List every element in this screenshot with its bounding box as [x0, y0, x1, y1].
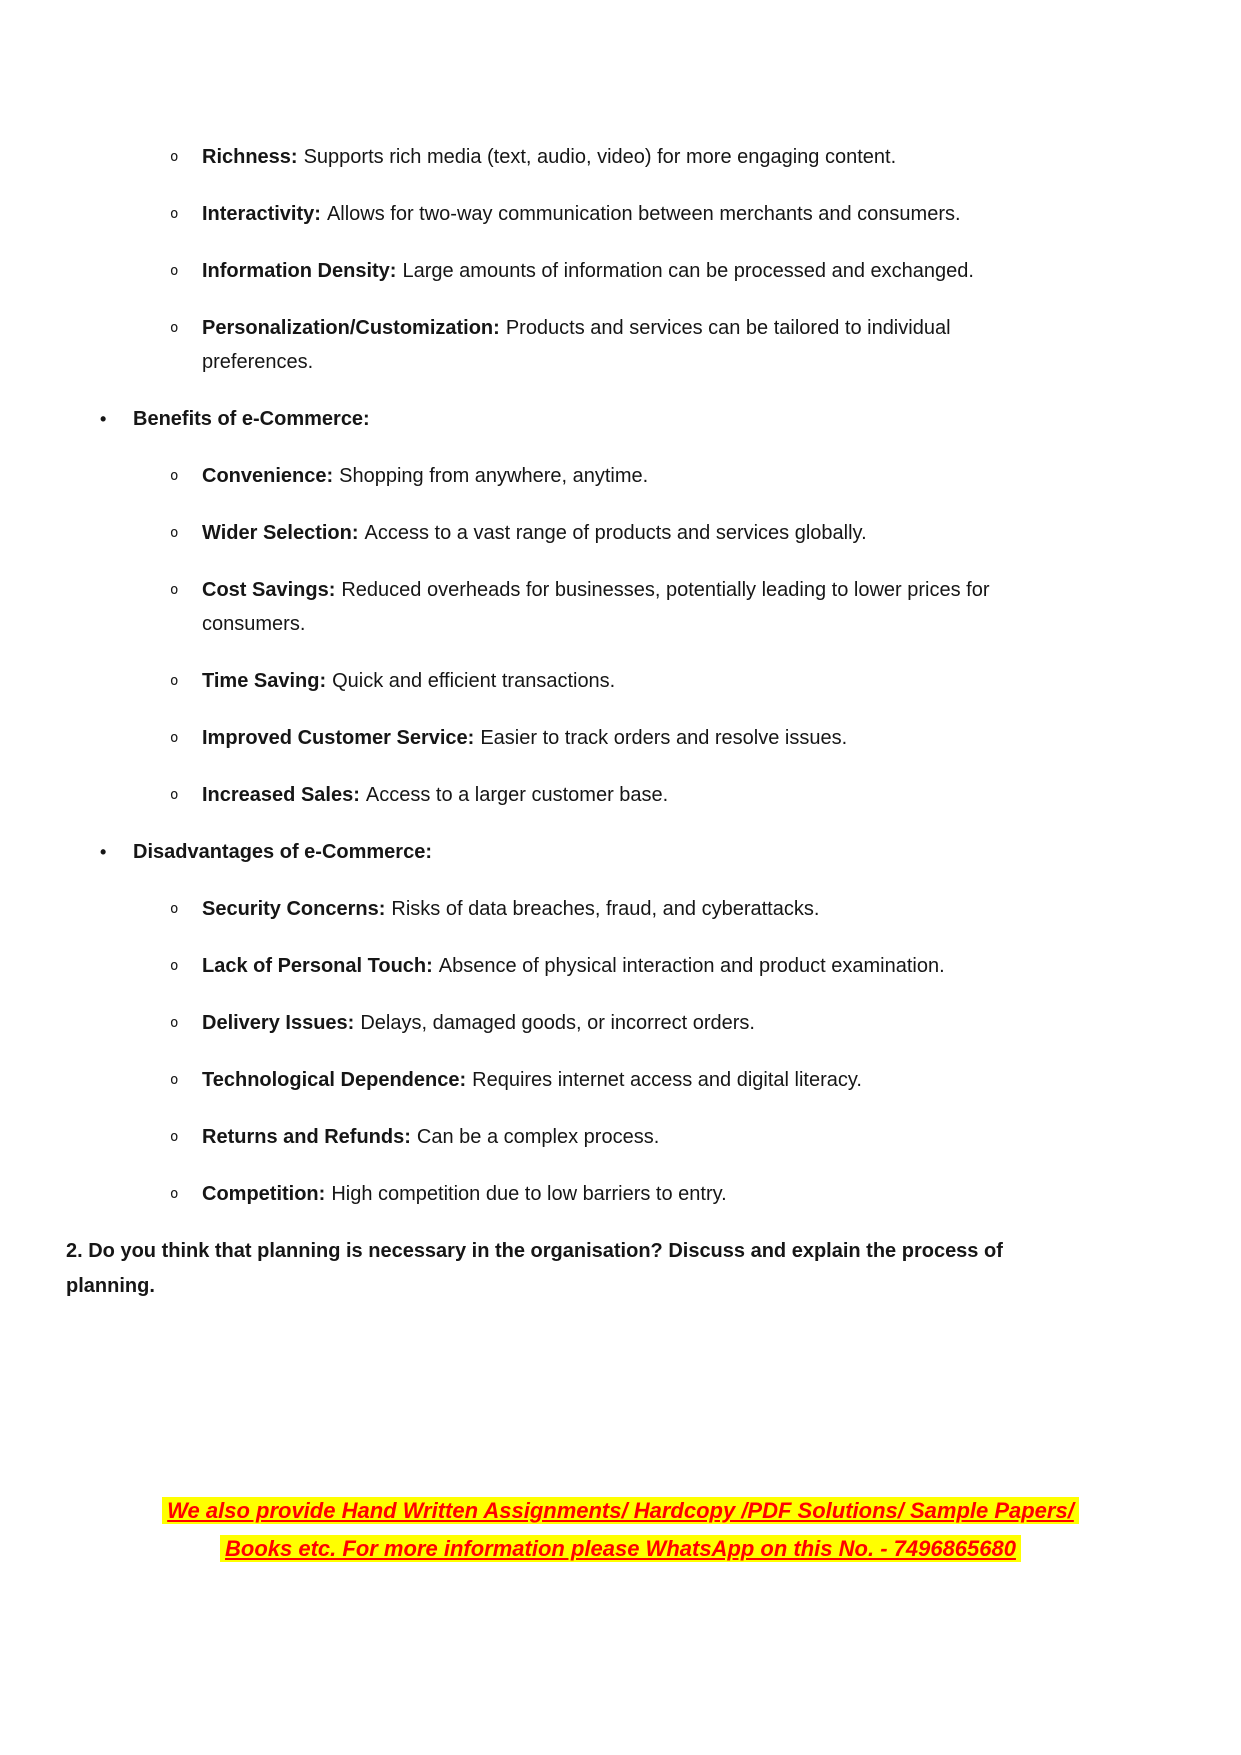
- list-item-text: [202, 1120, 1037, 1154]
- list-item: [66, 721, 1037, 755]
- list-item-desc: Reduced overheads for businesses, potentially leading to lower prices for consumers.: [202, 579, 990, 635]
- circle-bullet-marker: o: [170, 901, 179, 917]
- list-item: [66, 197, 1037, 231]
- list-item-label: Technological Dependence:: [202, 1069, 467, 1091]
- question-heading: 2. Do you think that planning is necessary in the organisation? Discuss and explain the process of planning.: [66, 1240, 1003, 1297]
- list-item: [66, 459, 1037, 493]
- list-item-text: [202, 516, 1037, 550]
- circle-bullet-marker: o: [170, 263, 179, 279]
- circle-bullet-marker: o: [170, 1186, 179, 1202]
- footer-line2-text: Books etc. For more information please WhatsApp on this No. - 7496865680: [220, 1535, 1021, 1562]
- list-item-text: [202, 1177, 1037, 1211]
- list-item-label: Returns and Refunds:: [202, 1126, 411, 1148]
- list-item-text: [202, 1006, 1037, 1040]
- circle-bullet-marker: o: [170, 149, 179, 165]
- list-item: [66, 892, 1037, 926]
- list-item-desc: Requires internet access and digital literacy.: [472, 1069, 862, 1091]
- list-item-text: [202, 1063, 1037, 1097]
- list-item: [66, 1177, 1037, 1211]
- list-item-desc: Access to a vast range of products and services globally.: [364, 522, 867, 544]
- list-item-desc: Easier to track orders and resolve issues.: [480, 727, 848, 749]
- list-item-text: [202, 459, 1037, 493]
- list-item-text: [202, 664, 1037, 698]
- circle-bullet-marker: o: [170, 320, 179, 336]
- circle-bullet-marker: o: [170, 582, 179, 598]
- circle-bullet-marker: o: [170, 958, 179, 974]
- circle-bullet-marker: o: [170, 1015, 179, 1031]
- document-content: [66, 140, 1037, 1304]
- circle-bullet-marker: o: [170, 730, 179, 746]
- list-item-desc: Large amounts of information can be processed and exchanged.: [402, 260, 974, 282]
- list-item-desc: Supports rich media (text, audio, video) for more engaging content.: [303, 146, 897, 168]
- list-item-desc: Shopping from anywhere, anytime.: [339, 465, 649, 487]
- list-item-label: Cost Savings:: [202, 579, 336, 601]
- list-item: [66, 254, 1037, 288]
- list-item-label: Security Concerns:: [202, 898, 386, 920]
- list-item-label: Time Saving:: [202, 670, 327, 692]
- list-item-text: [202, 721, 1037, 755]
- list-item: [66, 516, 1037, 550]
- list-item-text: [202, 197, 1037, 231]
- list-item-text: [202, 573, 1037, 641]
- section-heading-label: Benefits of e-Commerce:: [133, 408, 370, 430]
- footer-line1-text: We also provide Hand Written Assignments/ Hardcopy /PDF Solutions/ Sample Papers/: [162, 1497, 1079, 1524]
- section-heading-disadvantages: [66, 835, 1037, 869]
- circle-bullet-marker: o: [170, 468, 179, 484]
- list-item: [66, 311, 1037, 379]
- list-item-text: [202, 892, 1037, 926]
- list-item-label: Richness:: [202, 146, 298, 168]
- circle-bullet-marker: o: [170, 1072, 179, 1088]
- list-item: [66, 1120, 1037, 1154]
- circle-bullet-marker: o: [170, 206, 179, 222]
- list-item-label: Improved Customer Service:: [202, 727, 475, 749]
- list-item-desc: High competition due to low barriers to entry.: [331, 1183, 727, 1205]
- list-item-desc: Can be a complex process.: [416, 1126, 660, 1148]
- list-item-text: [202, 254, 1037, 288]
- list-item: [66, 1063, 1037, 1097]
- circle-bullet-marker: o: [170, 525, 179, 541]
- list-item-label: Interactivity:: [202, 203, 321, 225]
- list-item: [66, 778, 1037, 812]
- list-item: [66, 140, 1037, 174]
- list-item-label: Increased Sales:: [202, 784, 360, 806]
- list-item-desc: Access to a larger customer base.: [365, 784, 669, 806]
- list-item-desc: Allows for two-way communication between merchants and consumers.: [326, 203, 961, 225]
- list-item-desc: Quick and efficient transactions.: [332, 670, 616, 692]
- list-item-label: Lack of Personal Touch:: [202, 955, 433, 977]
- footer-banner: [0, 1492, 1241, 1568]
- list-item-desc: Absence of physical interaction and product examination.: [438, 955, 945, 977]
- footer-line: [0, 1530, 1241, 1568]
- list-item-desc: Delays, damaged goods, or incorrect orders.: [360, 1012, 755, 1034]
- list-item-desc: Products and services can be tailored to individual preferences.: [202, 317, 951, 373]
- list-item: [66, 949, 1037, 983]
- section-heading-benefits: [66, 402, 1037, 436]
- section-heading-label: Disadvantages of e-Commerce:: [133, 841, 432, 863]
- circle-bullet-marker: o: [170, 1129, 179, 1145]
- circle-bullet-marker: o: [170, 787, 179, 803]
- list-item: [66, 573, 1037, 641]
- list-item-label: Convenience:: [202, 465, 334, 487]
- list-item-text: [202, 140, 1037, 174]
- list-item-label: Information Density:: [202, 260, 397, 282]
- list-item-text: [202, 778, 1037, 812]
- list-item-desc: Risks of data breaches, fraud, and cyberattacks.: [391, 898, 820, 920]
- list-item-text: [202, 949, 1037, 983]
- list-item-label: Competition:: [202, 1183, 326, 1205]
- list-item-label: Delivery Issues:: [202, 1012, 355, 1034]
- list-item-label: Personalization/Customization:: [202, 317, 500, 339]
- circle-bullet-marker: o: [170, 673, 179, 689]
- list-item-label: Wider Selection:: [202, 522, 359, 544]
- list-item-text: [202, 311, 1037, 379]
- list-item: [66, 1006, 1037, 1040]
- disc-bullet-marker: •: [100, 842, 107, 862]
- list-item: [66, 664, 1037, 698]
- footer-line: [0, 1492, 1241, 1530]
- disc-bullet-marker: •: [100, 409, 107, 429]
